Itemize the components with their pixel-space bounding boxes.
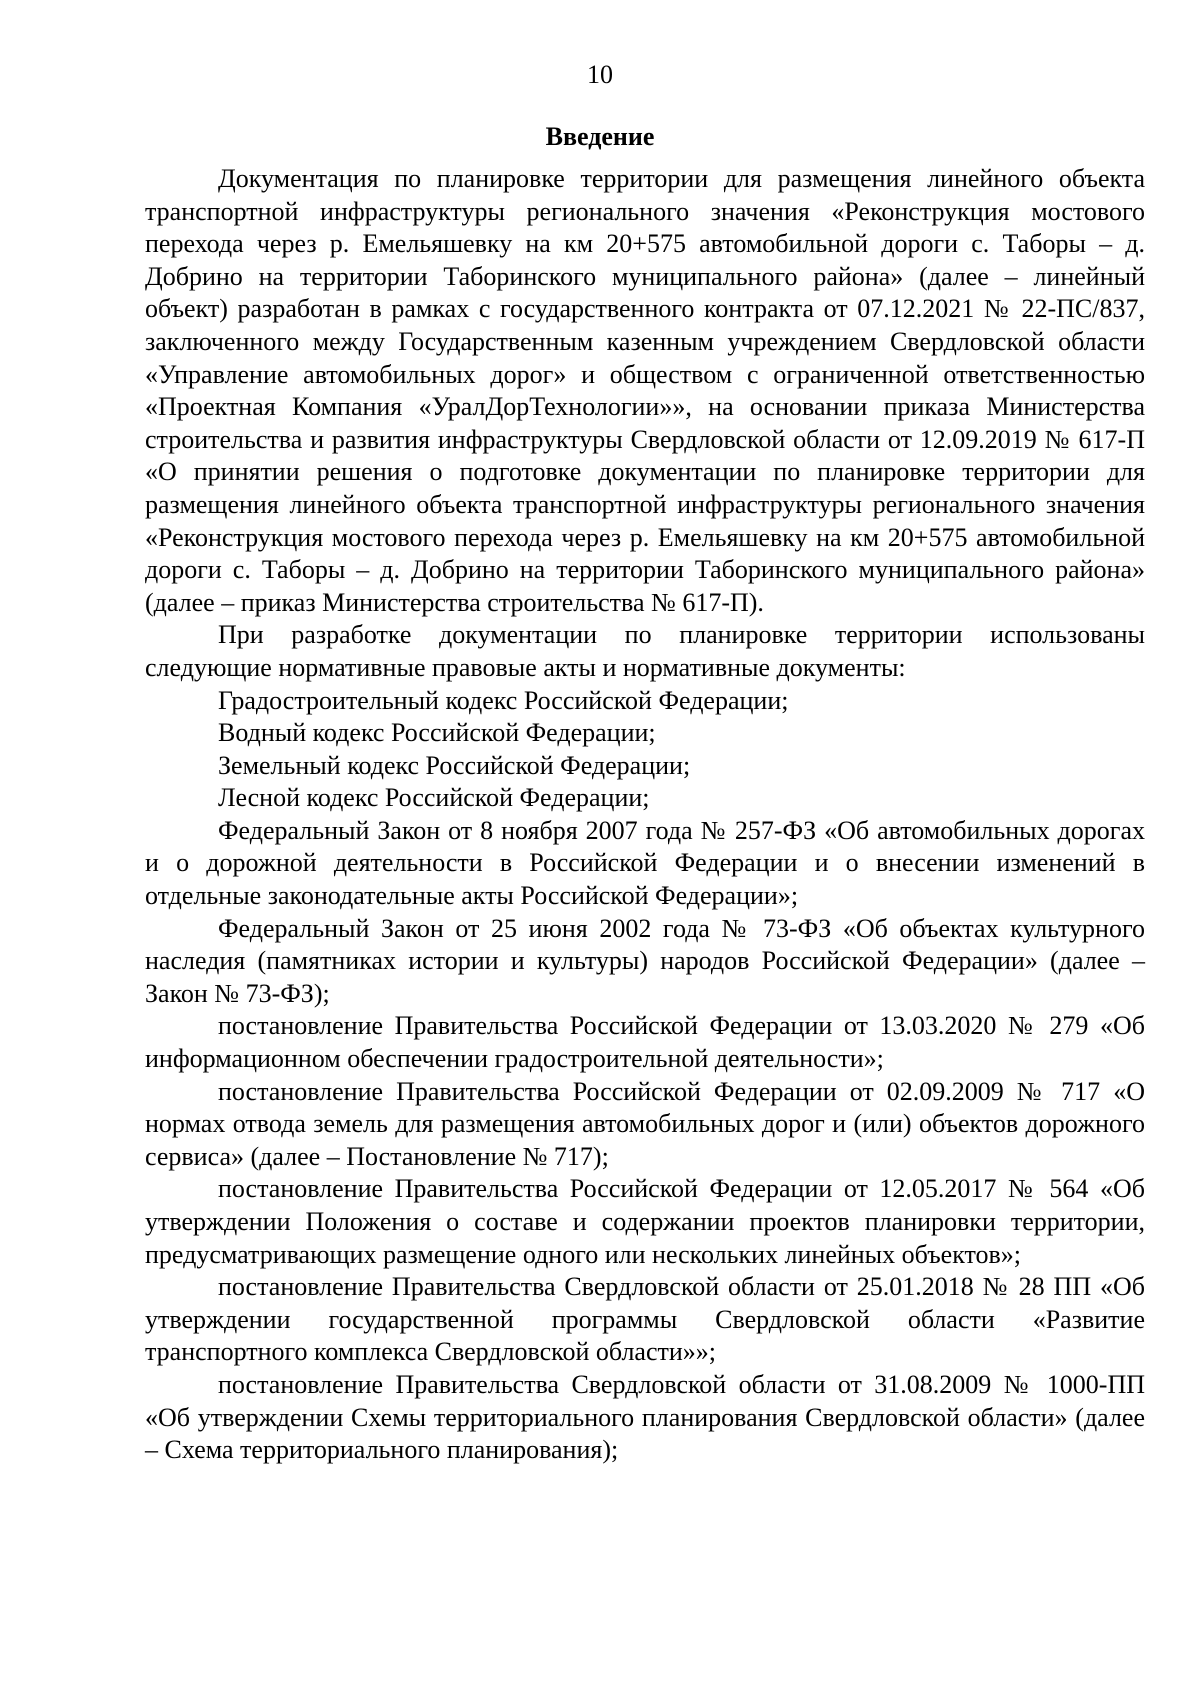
list-item-forest-code: Лесной кодекс Российской Федерации; [218, 783, 650, 813]
list-item-resolution-564: постановление Правительства Российской Федерации от 12.05.2017 № 564 «Об утверждении Положения о составе и содержании проектов планировки территории, предусматривающих размещение одного или нескольких линейных объектов»; [145, 1174, 1145, 1269]
list-item-resolution-279: постановление Правительства Российской Федерации от 13.03.2020 № 279 «Об информационном обеспечении градостроительной деятельности»; [145, 1011, 1145, 1074]
paragraph-intro: Документация по планировке территории для размещения линейного объекта транспортной инфраструктуры регионального значения «Реконструкция мостового перехода через р. Емельяшевку на км 20+575 автомобильной дороги с. Таборы – д. Добрино на территории Таборинского муниципального района» (далее – линейный объект) разработан в рамках с государственного контракта от 07.12.2021 № 22-ПС/837, заключенного между Государственным казенным учреждением Свердловской области «Управление автомобильных дорог» и обществом с ограниченной ответственностью «Проектная Компания «УралДорТехнологии»», на основании приказа Министерства строительства и развития инфраструктуры Свердловской области от 12.09.2019 № 617-П «О принятии решения о подготовке документации по планировке территории для размещения линейного объекта транспортной инфраструктуры регионального значения «Реконструкция мостового перехода через р. Емельяшевку на км 20+575 автомобильной дороги с. Таборы – д. Добрино на территории Таборинского муниципального района» (далее – приказ Министерства строительства № 617-П). [145, 164, 1145, 617]
document-body [145, 163, 1145, 1467]
list-item-federal-law-73: Федеральный Закон от 25 июня 2002 года № 73-ФЗ «Об объектах культурного наследия (памятниках истории и культуры) народов Российской Федерации» (далее –Закон № 73-ФЗ); [145, 913, 1145, 1008]
list-item-land-code: Земельный кодекс Российской Федерации; [218, 750, 691, 780]
list-item-resolution-1000pp: постановление Правительства Свердловской области от 31.08.2009 № 1000-ПП «Об утверждении Схемы территориального планирования Свердловской области» (далее – Схема территориального планирования); [145, 1369, 1145, 1465]
list-item-resolution-717: постановление Правительства Российской Федерации от 02.09.2009 № 717 «О нормах отвода земель для размещения автомобильных дорог и (или) объектов дорожного сервиса» (далее – Постановление № 717); [145, 1076, 1145, 1171]
list-item-resolution-28pp: постановление Правительства Свердловской области от 25.01.2018 № 28 ПП «Об утверждении государственной программы Свердловской области «Развитие транспортного комплекса Свердловской области»»; [145, 1272, 1145, 1367]
list-item-water-code: Водный кодекс Российской Федерации; [218, 718, 656, 748]
list-item-town-planning-code: Градостроительный кодекс Российской Федерации; [218, 685, 789, 715]
page-number: 10 [587, 60, 613, 89]
paragraph-normative-intro: При разработке документации по планировке территории использованы следующие нормативные правовые акты и нормативные документы: [145, 620, 1145, 682]
section-title: Введение [545, 122, 655, 151]
list-item-federal-law-257: Федеральный Закон от 8 ноября 2007 года № 257-ФЗ «Об автомобильных дорогах и о дорожной деятельности в Российской Федерации и о внесении изменений в отдельные законодательные акты Российской Федерации»; [145, 815, 1145, 911]
